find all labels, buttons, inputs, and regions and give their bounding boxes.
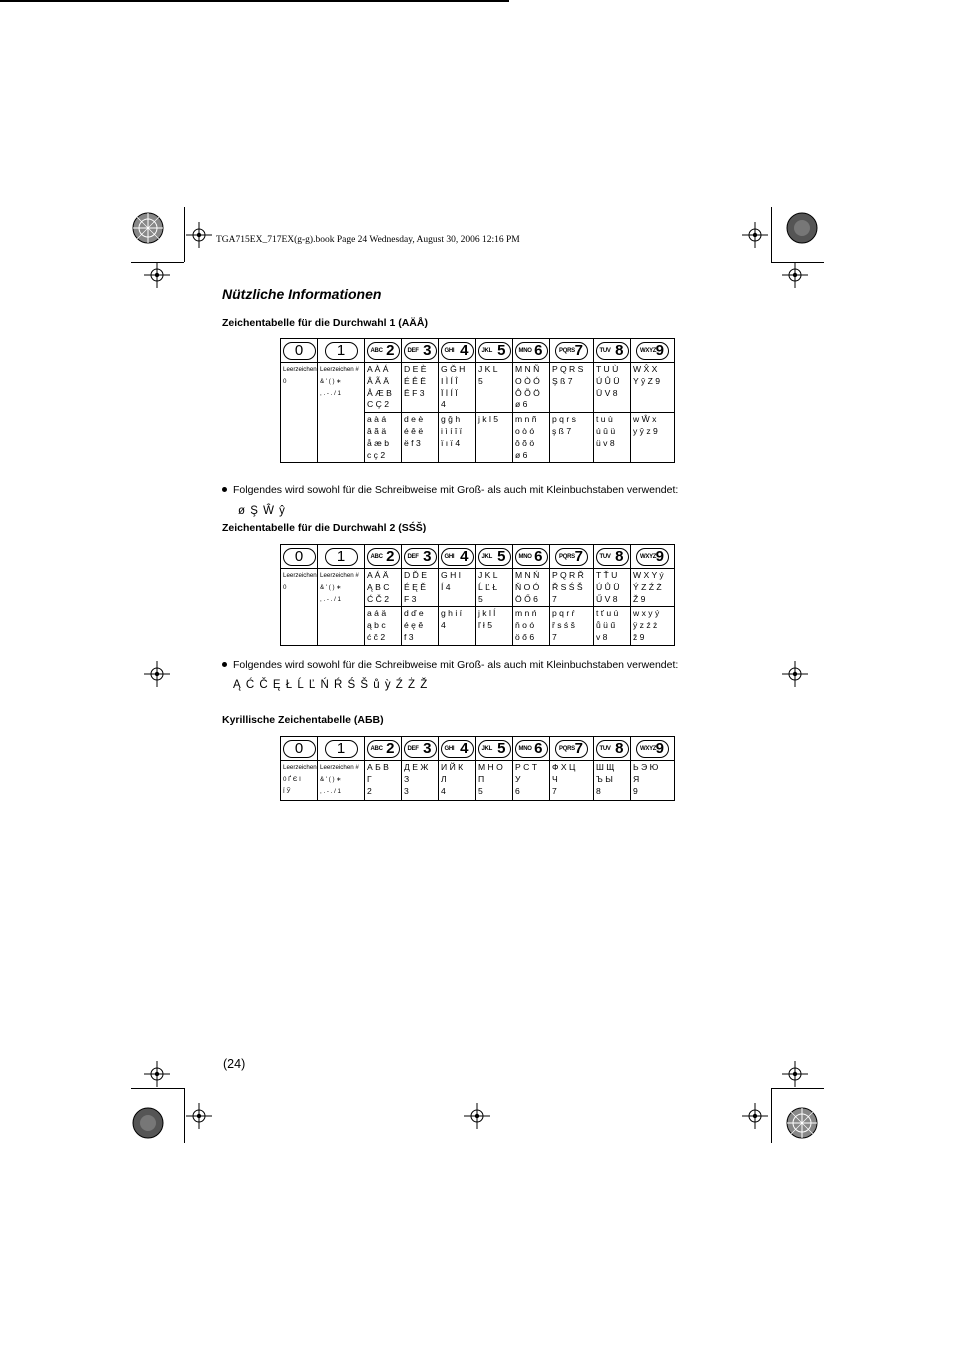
key-digit: 1 — [336, 739, 346, 757]
table-cell: m n ñ o ò ó ô õ ö ø 6 — [513, 413, 550, 463]
table-cell: Р С Т У 6 — [513, 761, 550, 801]
key-header-row — [281, 339, 675, 363]
key-digit: 5 — [497, 341, 506, 359]
table-cell: Leerzeichen 0 — [281, 569, 318, 646]
registration-target-icon — [785, 1106, 819, 1140]
key-letters: TUV — [599, 553, 611, 560]
table-cell: w x y ý ÿ z ź ż ž 9 — [631, 607, 675, 646]
key-digit: 0 — [294, 341, 304, 359]
table-cell: d ď e é ę ě f 3 — [402, 607, 439, 646]
table1-title: Zeichentabelle für die Durchwahl 1 (AÄÅ) — [222, 317, 428, 329]
bullet-icon — [222, 662, 227, 667]
section-title: Nützliche Informationen — [222, 286, 382, 302]
key-digit: 3 — [423, 547, 432, 565]
key-0-icon — [283, 740, 316, 758]
crosshair-icon — [782, 1061, 808, 1087]
key-5-icon — [478, 342, 511, 360]
key-digit: 8 — [615, 547, 624, 565]
key-letters: ABC — [370, 347, 383, 354]
key-header-cell — [365, 737, 402, 761]
key-6-icon — [515, 342, 548, 360]
key-5-icon — [478, 740, 511, 758]
table-cell: j k l 5 — [476, 413, 513, 463]
table-cell: P Q R Ř Ř S Ś Š 7 — [550, 569, 594, 607]
table-cell: d e è é ê ë ë f 3 — [402, 413, 439, 463]
table-cell: G Ğ H I Ì Í Î Ï İ Í Ï 4 — [439, 363, 476, 413]
key-header-cell — [631, 545, 675, 569]
key-1-icon — [325, 342, 358, 360]
key-header-cell — [631, 737, 675, 761]
table-cell: g h i í 4 — [439, 607, 476, 646]
key-6-icon — [515, 740, 548, 758]
table-cell: А Б В Г 2 — [365, 761, 402, 801]
key-digit: 6 — [534, 341, 543, 359]
table-cell: T U Ù Ú Û Ü Ü V 8 — [594, 363, 631, 413]
table-cell: G H I Í 4 — [439, 569, 476, 607]
crosshair-icon — [144, 262, 170, 288]
key-header-cell — [318, 545, 365, 569]
table-cell: Д Е Ж З 3 — [402, 761, 439, 801]
key-letters: DEF — [407, 745, 419, 752]
key-header-cell — [594, 339, 631, 363]
key-digit: 2 — [386, 341, 395, 359]
key-letters: MNO — [518, 553, 532, 560]
crosshair-icon — [782, 262, 808, 288]
registration-target-icon — [131, 211, 165, 245]
table-cell: D E È É Ê Ë Ë F 3 — [402, 363, 439, 413]
key-digit: 9 — [655, 547, 664, 565]
key-9-icon — [636, 342, 669, 360]
key-6-icon — [515, 548, 548, 566]
table-cell: w Ŵ x y ŷ z 9 — [631, 413, 675, 463]
key-digit: 9 — [655, 341, 664, 359]
note-1 — [222, 484, 678, 496]
key-header-cell — [402, 737, 439, 761]
table-cell: M N Ń Ň O Ó Ö Ő 6 — [513, 569, 550, 607]
table-cell: Leerzeichen 0 Ґ Є І Ї Ў — [281, 761, 318, 801]
key-9-icon — [636, 548, 669, 566]
key-digit: 9 — [655, 739, 664, 757]
key-8-icon — [596, 342, 629, 360]
registration-target-icon — [131, 1106, 165, 1140]
page-number: (24) — [223, 1057, 246, 1071]
key-digit: 8 — [615, 341, 624, 359]
crosshair-icon — [144, 661, 170, 687]
crosshair-icon — [464, 1103, 490, 1129]
key-8-icon — [596, 548, 629, 566]
key-digit: 2 — [386, 547, 395, 565]
key-header-cell — [439, 545, 476, 569]
key-letters: PQRS — [559, 745, 575, 752]
key-letters: GHI — [444, 745, 455, 752]
char-table-2 — [280, 544, 675, 646]
key-letters: WXYZ — [640, 745, 657, 752]
key-header-cell — [281, 737, 318, 761]
key-header-cell — [439, 339, 476, 363]
char-table-1 — [280, 338, 675, 463]
crosshair-icon — [742, 222, 768, 248]
crosshair-icon — [186, 1103, 212, 1129]
key-1-icon — [325, 548, 358, 566]
table-cell: M N Ñ O Ò Ó Ô Õ Ö ø 6 — [513, 363, 550, 413]
crosshair-icon — [782, 661, 808, 687]
key-digit: 7 — [574, 341, 583, 359]
key-letters: WXYZ — [640, 347, 657, 354]
key-0-icon — [283, 548, 316, 566]
key-digit: 2 — [386, 739, 395, 757]
note-chars: Ą Ć Č Ę Ł Ĺ Ľ Ń Ŕ Ś Š ů ỳ Ź Ż Ž — [233, 679, 429, 691]
key-header-cell — [513, 737, 550, 761]
key-header-cell — [365, 545, 402, 569]
key-digit: 3 — [423, 739, 432, 757]
key-digit: 7 — [574, 547, 583, 565]
crosshair-icon — [144, 1061, 170, 1087]
table-cell: P Q R S Ş ß 7 — [550, 363, 594, 413]
key-2-icon — [367, 740, 400, 758]
key-digit: 1 — [336, 341, 346, 359]
table3-title: Kyrillische Zeichentabelle (АБВ) — [222, 714, 384, 726]
table-cell: a à á â ã ä å æ b c ç 2 — [365, 413, 402, 463]
table-cell: t u ù ú û ü ü v 8 — [594, 413, 631, 463]
key-0-icon — [283, 342, 316, 360]
key-header-cell — [513, 339, 550, 363]
key-header-cell — [318, 339, 365, 363]
key-2-icon — [367, 342, 400, 360]
key-header-cell — [281, 545, 318, 569]
key-header-row — [281, 545, 675, 569]
key-3-icon — [404, 342, 437, 360]
key-header-cell — [550, 339, 594, 363]
table-cell: J K L 5 — [476, 363, 513, 413]
key-letters: ABC — [370, 553, 383, 560]
key-digit: 5 — [497, 547, 506, 565]
table-cell: J K L Ĺ Ľ Ł 5 — [476, 569, 513, 607]
key-3-icon — [404, 740, 437, 758]
char-table-3 — [280, 736, 675, 801]
key-9-icon — [636, 740, 669, 758]
key-2-icon — [367, 548, 400, 566]
table-cell: Leerzeichen # & ' ( ) ∗ , . - . / 1 — [318, 363, 365, 463]
key-letters: DEF — [407, 347, 419, 354]
key-header-cell — [631, 339, 675, 363]
table-cell: p q r ŕ ř s ś š 7 — [550, 607, 594, 646]
key-letters: PQRS — [559, 347, 575, 354]
table-cell: Ш Щ Ъ Ы 8 — [594, 761, 631, 801]
key-header-cell — [594, 545, 631, 569]
key-digit: 0 — [294, 547, 304, 565]
note-text: Folgendes wird sowohl für die Schreibweise mit Groß- als auch mit Kleinbuchstaben verwendet: — [233, 659, 679, 671]
note-text: Folgendes wird sowohl für die Schreibweise mit Groß- als auch mit Kleinbuchstaben verwendet: — [233, 484, 679, 496]
table-cell: T Ť U Ú Ů Ü Ű V 8 — [594, 569, 631, 607]
key-header-cell — [439, 737, 476, 761]
key-letters: ABC — [370, 745, 383, 752]
key-letters: JKL — [481, 745, 492, 752]
key-header-cell — [402, 545, 439, 569]
key-digit: 3 — [423, 341, 432, 359]
registration-target-icon — [785, 211, 819, 245]
bullet-icon — [222, 487, 227, 492]
table-cell: j k l ĺ ľ ł 5 — [476, 607, 513, 646]
table-cell: И Й К Л 4 — [439, 761, 476, 801]
table-cell: p q r s ş ß 7 — [550, 413, 594, 463]
key-header-cell — [476, 737, 513, 761]
key-letters: GHI — [444, 553, 455, 560]
key-digit: 6 — [534, 547, 543, 565]
table-cell: t ť u ú ů ü ű v 8 — [594, 607, 631, 646]
footer-rule — [0, 1, 509, 2]
key-letters: JKL — [481, 347, 492, 354]
key-digit: 8 — [615, 739, 624, 757]
key-8-icon — [596, 740, 629, 758]
key-4-icon — [441, 740, 474, 758]
key-header-cell — [476, 339, 513, 363]
key-header-cell — [550, 737, 594, 761]
key-letters: MNO — [518, 745, 532, 752]
key-digit: 7 — [574, 739, 583, 757]
note-2 — [222, 659, 678, 671]
table-cell: D Ď E É Ę Ě F 3 — [402, 569, 439, 607]
table-cell: Ф Х Ц Ч 7 — [550, 761, 594, 801]
file-header: TGA715EX_717EX(g-g).book Page 24 Wednesday, August 30, 2006 12:16 PM — [216, 235, 520, 245]
table-cell: A Á Ä Ą B C Ć Č 2 — [365, 569, 402, 607]
key-letters: TUV — [599, 745, 611, 752]
key-letters: WXYZ — [640, 553, 657, 560]
key-1-icon — [325, 740, 358, 758]
key-digit: 6 — [534, 739, 543, 757]
table-cell: Leerzeichen 0 — [281, 363, 318, 463]
key-header-cell — [476, 545, 513, 569]
table-cell: A À Á Â Ã Ä Å Æ B C Ç 2 — [365, 363, 402, 413]
key-header-cell — [550, 545, 594, 569]
table-cell: a á ä ą b c ć č 2 — [365, 607, 402, 646]
key-digit: 4 — [460, 547, 469, 565]
key-header-row — [281, 737, 675, 761]
key-7-icon — [555, 342, 588, 360]
key-digit: 1 — [336, 547, 346, 565]
key-digit: 5 — [497, 739, 506, 757]
key-7-icon — [555, 548, 588, 566]
table-cell: m n ń ň o ó ö ő 6 — [513, 607, 550, 646]
table-cell: W X Y ý Ý Z Ź Ż Ž 9 — [631, 569, 675, 607]
crosshair-icon — [742, 1103, 768, 1129]
table-cell: Ь Э Ю Я 9 — [631, 761, 675, 801]
note-chars: ø Ş Ŵ ŷ — [238, 505, 286, 517]
table-cell: W X̂ X Y ŷ Z 9 — [631, 363, 675, 413]
key-4-icon — [441, 548, 474, 566]
key-7-icon — [555, 740, 588, 758]
key-3-icon — [404, 548, 437, 566]
table2-title: Zeichentabelle für die Durchwahl 2 (SŚŠ) — [222, 522, 427, 534]
table-cell: g ğ h i ì í î ï ï ı ï 4 — [439, 413, 476, 463]
key-header-cell — [365, 339, 402, 363]
key-letters: PQRS — [559, 553, 575, 560]
key-4-icon — [441, 342, 474, 360]
key-header-cell — [594, 737, 631, 761]
key-letters: MNO — [518, 347, 532, 354]
key-letters: GHI — [444, 347, 455, 354]
key-header-cell — [513, 545, 550, 569]
key-digit: 4 — [460, 739, 469, 757]
key-letters: TUV — [599, 347, 611, 354]
key-header-cell — [318, 737, 365, 761]
crosshair-icon — [186, 222, 212, 248]
key-digit: 4 — [460, 341, 469, 359]
key-header-cell — [281, 339, 318, 363]
table-cell: Leerzeichen # & ' ( ) ∗ , . - . / 1 — [318, 569, 365, 646]
key-digit: 0 — [294, 739, 304, 757]
key-5-icon — [478, 548, 511, 566]
table-cell: Leerzeichen # & ' ( ) ∗ , . - . / 1 — [318, 761, 365, 801]
key-header-cell — [402, 339, 439, 363]
key-letters: DEF — [407, 553, 419, 560]
table-cell: М Н О П 5 — [476, 761, 513, 801]
key-letters: JKL — [481, 553, 492, 560]
